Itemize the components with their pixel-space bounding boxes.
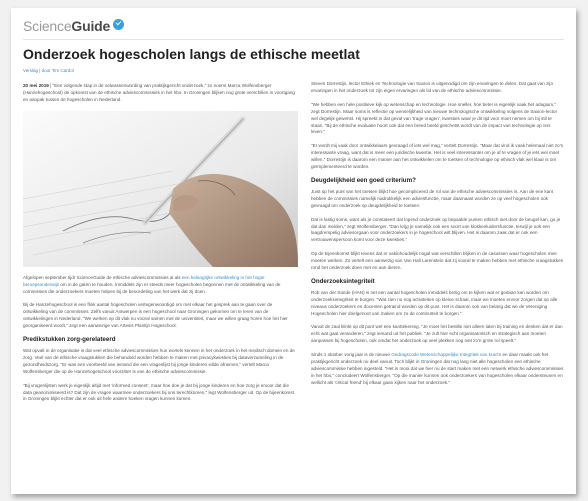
check-badge-icon	[113, 19, 124, 30]
hand-writing-photo	[23, 111, 298, 267]
body-paragraph: "Bij vragenlijsten werk je eigenlijk altijd met 'informed consent', maar hoe doe je dat bij jonge kinderen en hoe zorg je ervoor dat die data geanonimiseerd is? Dat zijn de vragen waarmee onderzoekers bij ons terechtkomen," legt Wolfensberger uit. Op de bijeenkomst in Groningen blijkt echter dat er ook uit hele andere hoeken vragen kunnen komen.	[23, 382, 294, 402]
intro-paragraph	[23, 83, 298, 104]
article-meta[interactable]: Verslag | door Tim Cardol	[23, 68, 74, 73]
body-paragraph: Op de bijeenkomst blijkt tevens dat er vakinhoudelijk nogal wat verschillen blijken in de casussen waar hogescholen mee moeten werken. Zo vertelt een aanwezig van Van Hall Larenstein dat zij vooral te maken hebben met ethische vraagstukken rond het onderzoek doen met en aan dieren.	[311, 251, 564, 271]
article-photo	[23, 111, 298, 267]
right-column	[311, 81, 564, 394]
site-logo[interactable]	[23, 18, 124, 34]
body-paragraph: Steven Dorrestijn, lector Ethiek en Technologie van Saxion is uitgenodigd om zijn ervaringen te delen. Dat gaat van zijn ervaringen in het onderzoek tot zijn eigen ervaringen als lid van de ethische adviescommissie.	[311, 81, 553, 93]
intro-text: | "Een volgende stap in de volwassenwording van praktijkgericht onderzoek," zo noemt Marca Wolfensberger (Hanzehogeschool) de opkomst van de ethische adviescommissies in het hbo. In Groningen blijken nog grote verschillen in voortgang en aanpak tussen de hogescholen in Nederland.	[23, 83, 295, 102]
body-paragraph: Rob van der Sande (HAN) is net een aantal hogescholen inmiddels bezig om te kijken wat er gedaan kan worden om onderzoeksintegriteit te borgen. "Wat zien nu nog activiteiten op kleine schaal, maar we moeten ervoor zorgen dat op alle niveaus onderzoekers en docenten getraind worden op dit punt. Het is daarom ook van belang dat we de Vereniging Hogescholen hier doelgenoot van maken om zo de continuïteit te borgen."	[311, 289, 558, 316]
caption-text: Afgelopen september tijdr ScienceGuide de ethische adviescommissies al als	[23, 274, 182, 280]
body-paragraph	[311, 352, 564, 387]
caption-paragraph	[23, 275, 298, 296]
logo-part-guide: Guide	[71, 18, 111, 34]
body-text-end: en daar maakt ook het praktijkgericht onderzoek nu deel vanuit. Toch blijkt in Groningen dat nog lang niet alle hogescholen een ethische adviescommissie hebben ingesteld. "Het is mooi dat we hier nu de start maken met een netwerk ethische adviescommissies in het hbo," concludeert Wolfensberger. "Op die manier kunnen ook onderzoekers van hogescholen elkaar ondersteunen en wellicht als 'critical friend' bij elkaar gaan kijken naar het onderzoek."	[311, 352, 564, 385]
body-paragraph: Bij de Hanzehogeschool is een flink aantal hogescholen vertegenwoordigd om met elkaar het gesprek aan te gaan over de ontwikkeling van de commissies. Zelfs vanuit Antwerpen is een hogeschool naar Groningen gekomen om te leren van de ontwikkelingen in Nederland. "We werken op dit vlak nu vooral samen met de universiteit, maar we willen graag horen hoe het hier georganiseerd wordt," zegt een aanwezige van Artesis Plantijn Hogeschool.	[23, 302, 288, 329]
section-heading-deugdelijkheid: Deugdelijkheid een goed criterium?	[311, 176, 416, 184]
body-paragraph: Wat opvalt in de organisatie is dat veel ethische adviescommissies hun wortels kennen in het onderzoek in het medisch domein en de zorg. Veel van de ethische vraagstukken die behandeld worden hebben te maken met privacykwesties bij dataverzameling in de gezondheidszorg. "Er was een voorbeeld van iemand die een vragenlijst bij jonge kinderen wilde afnemen," vertelt Marca Wolfensberger die op de Hanzehogeschool voorzitter is van de ethische adviescommissie.	[23, 347, 295, 374]
logo-part-science: Science	[23, 18, 72, 34]
article-page	[11, 8, 576, 494]
body-paragraph: "Er wordt mij vaak door ontwikkelaars gevraagd of iets wel mag," vertelt Dorrestijn. "Maar dat vind ik vaak helemaal niet zo'n interessante vraag, want dat is meer een juridische kwestie. Het is veel interessanter om je af te vragen of je iets wel moet willen." Dorrestijn is daarom een manier aan het ontwikkelen om te toetsen of technologie op ethisch vlak wel klaar is om geïmplementeerd te worden.	[311, 143, 564, 170]
body-paragraph: "We hebben een hele positieve kijk op wetenschap en technologie. Hoe sneller, hoe beter is eigenlijk vaak het adagium," zegt Dorrestijn. Maar soms is reflectie op wenselijkheid van nieuwe technologische ontwikkeling volgens de Saxion-lector wel degelijk gewenst. Hij spreekt in dat geval van 'trage vragen', kwesties waar je dit tijd voor moet nemen om bij stil te staan. "Bij de ethische evaluatie hoort ook dat een breed beeld geschetst wordt van de impact van technologie op ons leven."	[311, 101, 558, 135]
header-divider	[23, 39, 564, 40]
article-title: Onderzoek hogescholen langs de ethische meetlat	[23, 46, 360, 62]
caption-text-end: om in de gaten te houden. Inmiddels zijn er steeds meer hogescholen begonnen met de ontwikkeling van de commissies die onderzoekers moeten helpen bij de beoordeling van het werk dat zij doen.	[23, 281, 281, 294]
body-paragraph: Juist op het punt van het toetsen blijkt hoe gecompliceerd de rol van de ethische adviescommissies is. Aan de ene kant hebben de commissies namelijk nadrukkelijk een adviesfunctie, maar daarnaast worden ze op veel hogescholen ook gevraagd om onderzoek op deugdelijkheid te toetsen.	[311, 188, 554, 208]
section-heading-vraagstukken: Predikstukken zorg-gerelateerd	[23, 336, 116, 344]
left-column	[23, 83, 298, 410]
caption-link[interactable]: een belangrijke ontwikkeling in het hoger beroepsonderwijs	[23, 274, 265, 287]
gedragscode-link[interactable]: Gedragscode Wetenschappelijke Integriteit van kracht	[391, 352, 502, 358]
body-text: Sinds 1 oktober vorig jaar is de nieuwe	[311, 352, 392, 358]
body-paragraph: Dat is lastig soms, want als je constateert dat lopend onderzoek op bepaalde punten ethisch niet door de beugel kan, ga je dat dan melden," zegt Wolfensberger. "Dan krijg je namelijk ook een soort van klokkenluidersfunctie, terwijl je ook een laagdrempelig adviesorgaan voor onderzoekers in je hogeschool wilt blijven. Het is daarom zaak dat er ook een vertrouwenspersoon komt voor deze kwesties."	[311, 216, 561, 243]
article-date: 20 mei 2019	[23, 83, 49, 88]
section-heading-integriteit: Onderzoeksintegriteit	[311, 277, 375, 285]
body-paragraph: Vanuit de zaal klinkt op dit punt wel een kanttekening. "Je moet het bestilsi niet alleen laten bij training en denken dat er dan echt wat gaat veranderen," zegt iemand uit het publiek. "Je zult hier echt organisatorisch en strategisch aan moeten aanpassen bij hogescholen, ook omdat het onderzoek op veel plekken nog niet zo'n grote rol speelt."	[311, 324, 563, 344]
